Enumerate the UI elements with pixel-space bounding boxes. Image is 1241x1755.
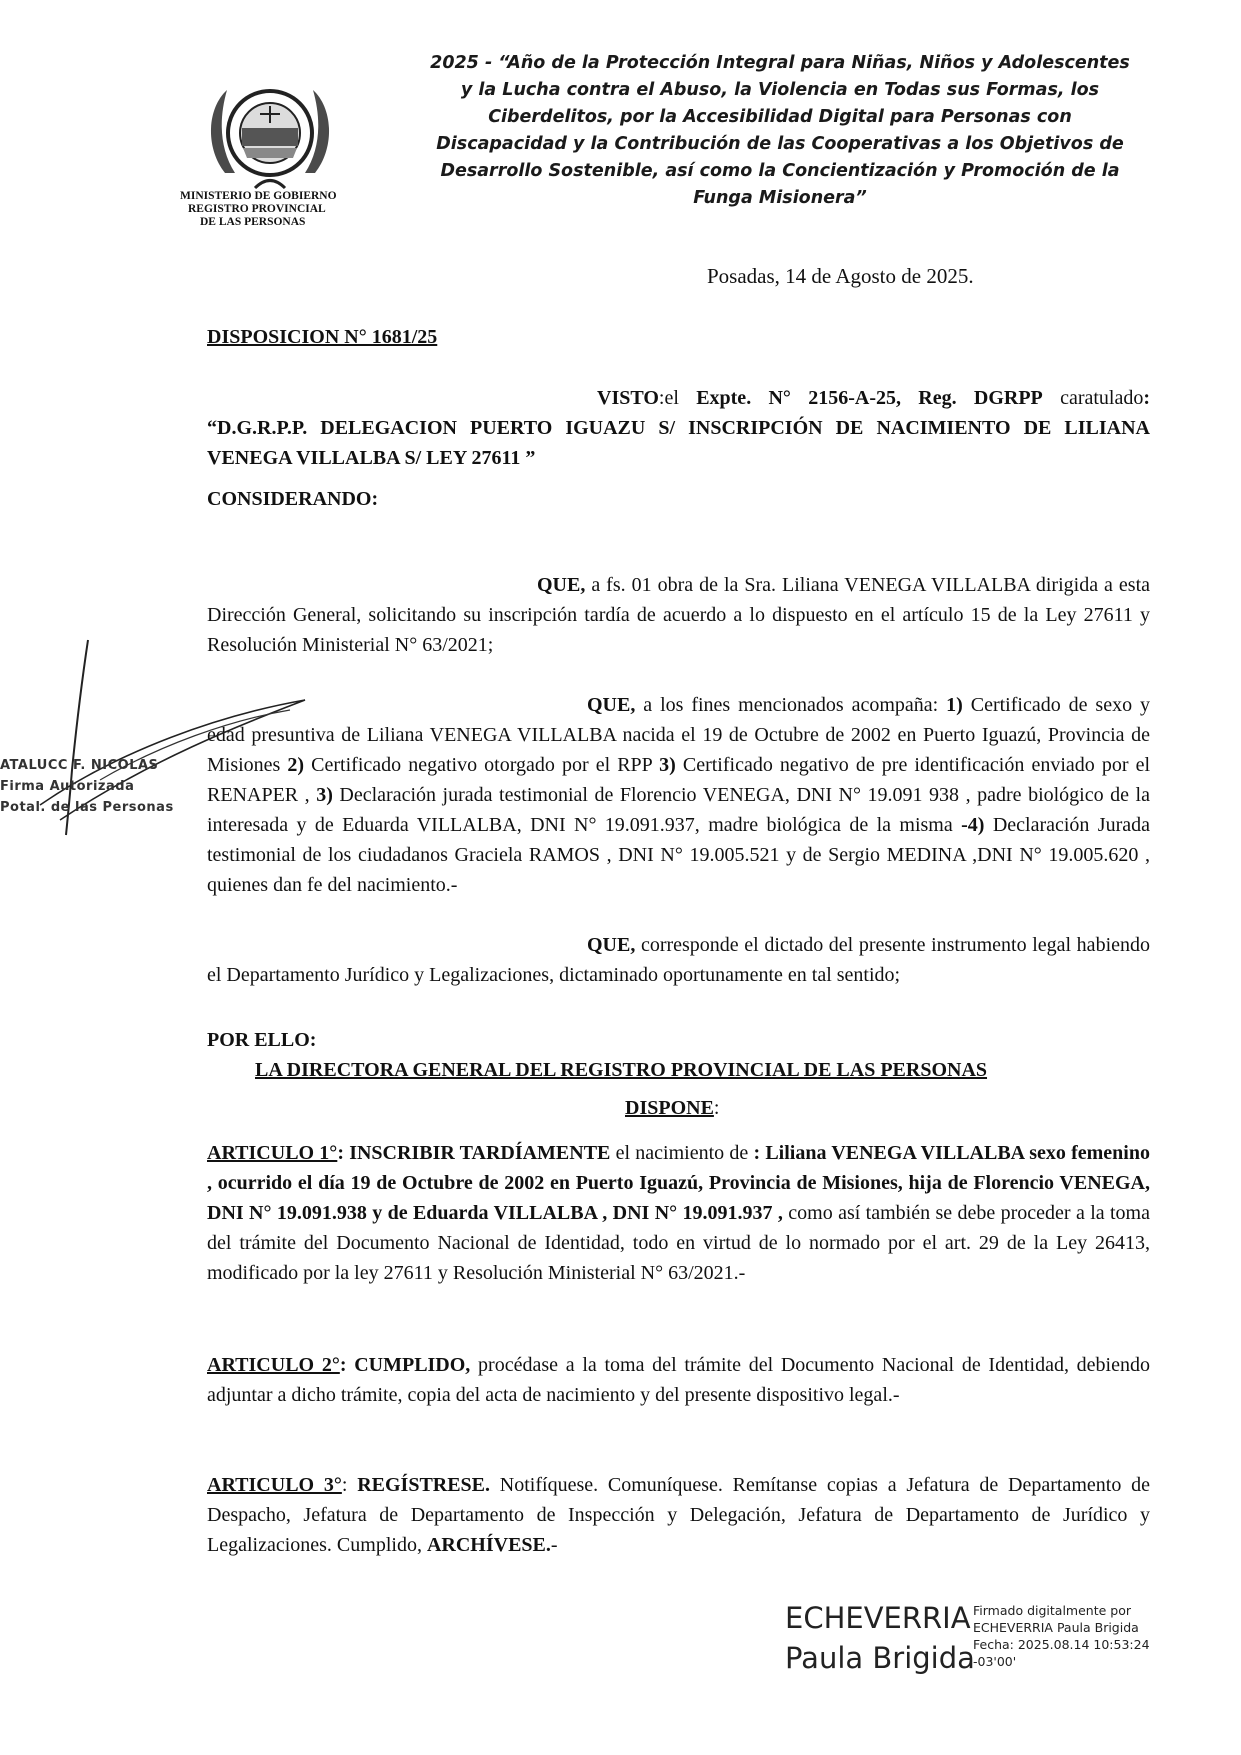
- signature-detail-line: Firmado digitalmente por: [973, 1603, 1131, 1618]
- signature-detail-line: Fecha: 2025.08.14 10:53:24: [973, 1637, 1150, 1652]
- caratula-text: “D.G.R.P.P. DELEGACION PUERTO IGUAZU S/ INSCRIPCIÓN DE NACIMIENTO DE LILIANA VENEGA VILLALBA S/ LEY 27611 ”: [207, 417, 1150, 469]
- que-text: Declaración jurada testimonial de Florencio VENEGA, DNI N° 19.091 938 , padre biológico de la interesada y de Eduarda VILLALBA, DNI N° 19.091.937, madre biológica de la misma: [207, 784, 1150, 836]
- header-motto: 2025 - “Año de la Protección Integral para Niñas, Niños y Adolescentes y la Lucha contra el Abuso, la Violencia en Todas sus Formas, los Ciberdelitos, por la Accesibilidad Digital para Personas con Discapacidad y la Contribución de las Cooperativas a los Objetivos de Desarrollo Sostenible, así como la Concientización y Promoción de la Funga Misionera”: [430, 53, 1130, 208]
- digital-signature-name: [785, 1598, 975, 1678]
- articulo-3: [207, 1470, 1150, 1560]
- caratulado-label: caratulado: [1060, 387, 1144, 409]
- visto-text: :el: [658, 387, 697, 409]
- item-number: 1): [946, 694, 963, 716]
- article-bold-text: : Liliana VENEGA VILLALBA sexo femenino , ocurrido el día 19 de Octubre de 2002 en Puerto Iguazú, Provincia de Misiones, hija de Florencio VENEGA, DNI N° 19.091.938 y de Eduarda VILLALBA , DNI N° 19.091.937 ,: [207, 1142, 1150, 1224]
- article-bold-text: CUMPLIDO,: [346, 1354, 471, 1376]
- visto-label: VISTO: [597, 387, 659, 409]
- articulo-2: [207, 1350, 1150, 1410]
- item-number: 3): [659, 754, 676, 776]
- digital-signature-details: [973, 1602, 1150, 1670]
- article-bold-text: INSCRIBIR TARDÍAMENTE: [343, 1142, 611, 1164]
- stamp-line: ATALUCC F. NICOLAS: [0, 758, 159, 773]
- que-label: QUE,: [587, 934, 636, 956]
- que-text: Declaración Jurada testimonial de los ciudadanos Graciela RAMOS , DNI N° 19.005.521 y de Sergio MEDINA ,DNI N° 19.005.620 , quienes dan fe del nacimiento.-: [207, 814, 1150, 896]
- article-label: ARTICULO 2°: [207, 1354, 340, 1376]
- dispone-heading: [625, 1093, 719, 1123]
- disposicion-number: DISPOSICION N° 1681/25: [207, 326, 438, 348]
- por-ello-heading: POR ELLO:: [207, 1029, 317, 1051]
- article-bold-text: REGÍSTRESE.: [347, 1474, 491, 1496]
- stamp-line: Potal. de las Personas: [0, 800, 174, 815]
- article-colon: :: [339, 1354, 347, 1376]
- que-paragraph-2: [207, 690, 1150, 900]
- expte-reference: Expte. N° 2156-A-25, Reg. DGRPP: [696, 387, 1043, 409]
- ministry-line: MINISTERIO DE GOBIERNO: [180, 190, 337, 202]
- articulo-1: [207, 1138, 1150, 1288]
- article-text: Notifíquese. Comuníquese. Remítanse copias a Jefatura de Departamento de Despacho, Jefatura de Departamento de Inspección y Delegación, Jefatura de Departamento de Jurídico y Legalizaciones. Cumplido,: [207, 1474, 1150, 1556]
- article-text: como así también se debe proceder a la toma del trámite del Documento Nacional de Identidad, todo en virtud de lo normado por el art. 29 de la Ley 26413, modificado por la ley 27611 y Resolución Ministerial N° 63/2021.-: [207, 1202, 1150, 1284]
- que-text: a fs. 01 obra de la Sra. Liliana VENEGA VILLALBA dirigida a esta Dirección General, solicitando su inscripción tardía de acuerdo a lo dispuesto en el artículo 15 de la Ley 27611 y Resolución Ministerial N° 63/2021;: [207, 574, 1150, 656]
- article-colon: :: [341, 1474, 348, 1496]
- stamp-line: Firma Autorizada: [0, 779, 135, 794]
- signature-detail-line: ECHEVERRIA Paula Brigida: [973, 1620, 1139, 1635]
- que-text: Certificado negativo de pre identificación enviado por el RENAPER ,: [207, 754, 1150, 806]
- article-bold-text: ARCHÍVESE.: [426, 1534, 551, 1556]
- signer-surname: ECHEVERRIA: [785, 1601, 971, 1635]
- item-number: -4): [961, 814, 985, 836]
- article-label: ARTICULO 1°: [207, 1142, 338, 1164]
- signature-detail-line: -03'00': [973, 1654, 1017, 1669]
- article-text: procédase a la toma del trámite del Documento Nacional de Identidad, debiendo adjuntar a dicho trámite, copia del acta de nacimiento y del presente dispositivo legal.-: [207, 1354, 1150, 1406]
- que-text: corresponde el dictado del presente instrumento legal habiendo el Departamento Jurídico y Legalizaciones, dictaminado oportunamente en tal sentido;: [207, 934, 1150, 986]
- province-seal-icon: [205, 78, 335, 190]
- dispone-label: DISPONE: [625, 1097, 714, 1119]
- que-paragraph-3: [207, 930, 1150, 990]
- ministry-heading: [180, 190, 337, 229]
- directora-heading: LA DIRECTORA GENERAL DEL REGISTRO PROVINCIAL DE LAS PERSONAS: [255, 1059, 988, 1081]
- article-text: el nacimiento de: [610, 1142, 754, 1164]
- article-text: -: [550, 1534, 558, 1556]
- que-label: QUE,: [587, 694, 636, 716]
- que-text: Certificado de sexo y edad presuntiva de Liliana VENEGA VILLALBA nacida el 19 de Octubre de 2002 en Puerto Iguazú, Provincia de Misiones: [207, 694, 1151, 776]
- document-date: Posadas, 14 de Agosto de 2025.: [707, 264, 974, 288]
- que-paragraph-1: [207, 570, 1150, 660]
- signer-given-name: Paula Brigida: [785, 1641, 975, 1675]
- ministry-line: REGISTRO PROVINCIAL: [188, 203, 326, 215]
- dispone-colon: :: [713, 1097, 720, 1119]
- authorization-stamp: [0, 755, 174, 818]
- item-number: 3): [316, 784, 333, 806]
- visto-paragraph: [207, 383, 1150, 473]
- visto-colon: :: [1143, 387, 1151, 409]
- item-number: 2): [287, 754, 305, 776]
- considerando-heading: CONSIDERANDO:: [207, 488, 379, 510]
- ministry-line: DE LAS PERSONAS: [200, 216, 306, 228]
- article-colon: :: [337, 1142, 344, 1164]
- article-label: ARTICULO 3°: [207, 1474, 342, 1496]
- que-text: Certificado negativo otorgado por el RPP: [304, 754, 660, 776]
- que-label: QUE,: [537, 574, 586, 596]
- que-text: a los fines mencionados acompaña:: [635, 694, 947, 716]
